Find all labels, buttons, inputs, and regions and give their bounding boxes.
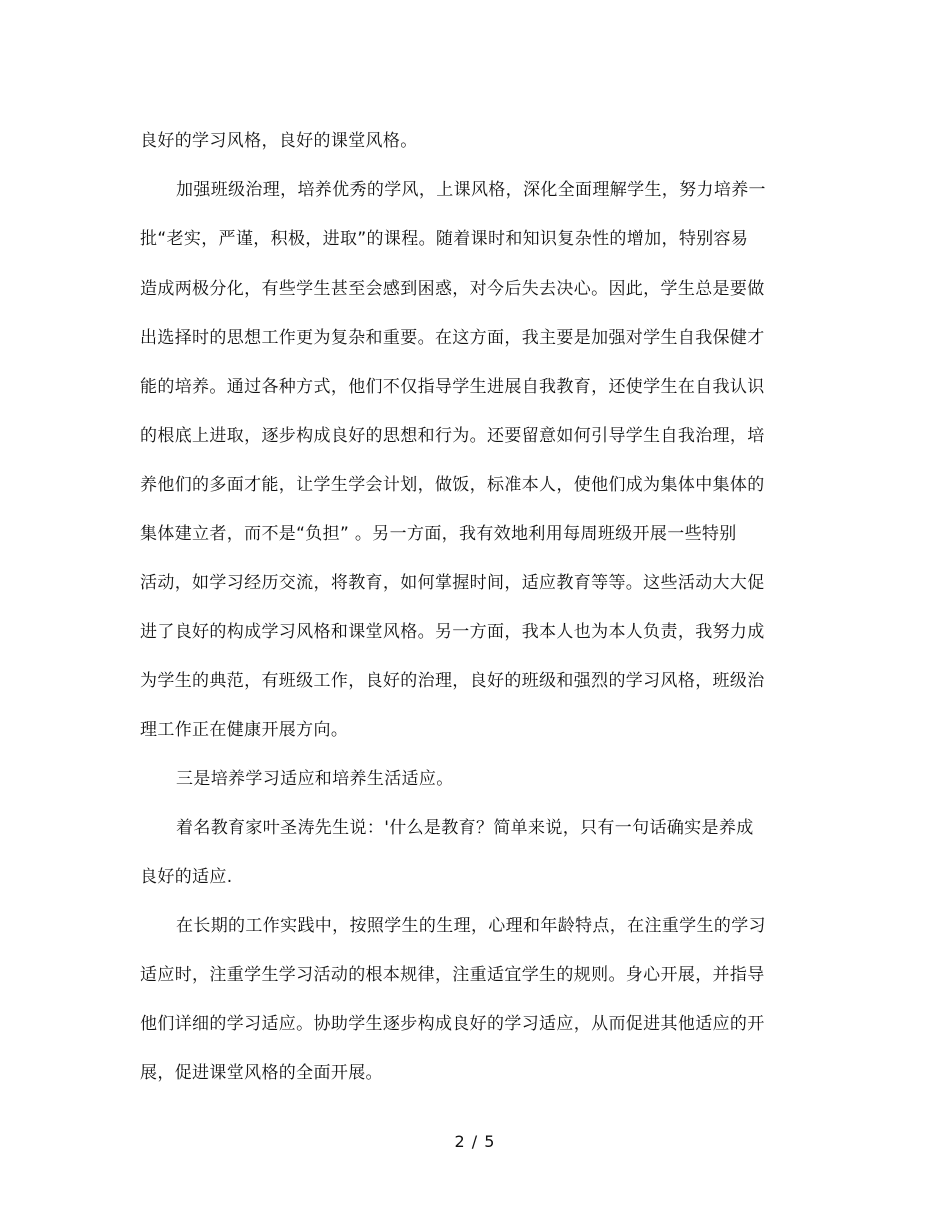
text-line: 他们详细的学习适应。协助学生逐步构成良好的学习适应，从而促进其他适应的开 xyxy=(140,1014,765,1034)
text-line: 活动，如学习经历交流，将教育，如何掌握时间，适应教育等等。这些活动大大促 xyxy=(140,573,765,593)
text-line: 良好的适应. xyxy=(140,867,233,887)
text-line: 养他们的多面才能，让学生学会计划，做饭，标准本人，使他们成为集体中集体的 xyxy=(140,475,765,495)
text-line: 为学生的典范，有班级工作，良好的治理，良好的班级和强烈的学习风格，班级治 xyxy=(140,671,765,691)
page-number: 2 / 5 xyxy=(454,1132,496,1151)
text-line: 着名教育家叶圣涛先生说：'什么是教育？简单来说，只有一句话确实是养成 xyxy=(176,818,754,838)
text-line: 进了良好的构成学习风格和课堂风格。另一方面，我本人也为本人负责，我努力成 xyxy=(140,622,765,642)
text-line: 造成两极分化，有些学生甚至会感到困惑，对今后失去决心。因此，学生总是要做 xyxy=(140,279,765,299)
text-line: 能的培养。通过各种方式，他们不仅指导学生进展自我教育，还使学生在自我认识 xyxy=(140,377,765,397)
text-line: 展，促进课堂风格的全面开展。 xyxy=(140,1063,383,1083)
text-line: 的根底上进取，逐步构成良好的思想和行为。还要留意如何引导学生自我治理，培 xyxy=(140,426,765,446)
text-line: 加强班级治理，培养优秀的学风，上课风格，深化全面理解学生，努力培养一 xyxy=(176,180,766,200)
text-line: 适应时，注重学生学习活动的根本规律，注重适宜学生的规则。身心开展，并指导 xyxy=(140,965,765,985)
text-line: 良好的学习风格，良好的课堂风格。 xyxy=(140,131,418,151)
text-line: 批“老实，严谨，积极，进取”的课程。随着课时和知识复杂性的增加，特别容易 xyxy=(140,229,749,249)
text-line: 在长期的工作实践中，按照学生的生理，心理和年龄特点，在注重学生的学习 xyxy=(176,916,766,936)
text-line: 出选择时的思想工作更为复杂和重要。在这方面，我主要是加强对学生自我保健才 xyxy=(140,328,765,348)
text-line: 集体建立者，而不是“负担” 。另一方面，我有效地利用每周班级开展一些特别 xyxy=(140,524,737,544)
text-line: 理工作正在健康开展方向。 xyxy=(140,720,349,740)
text-line: 三是培养学习适应和培养生活适应。 xyxy=(176,769,454,789)
